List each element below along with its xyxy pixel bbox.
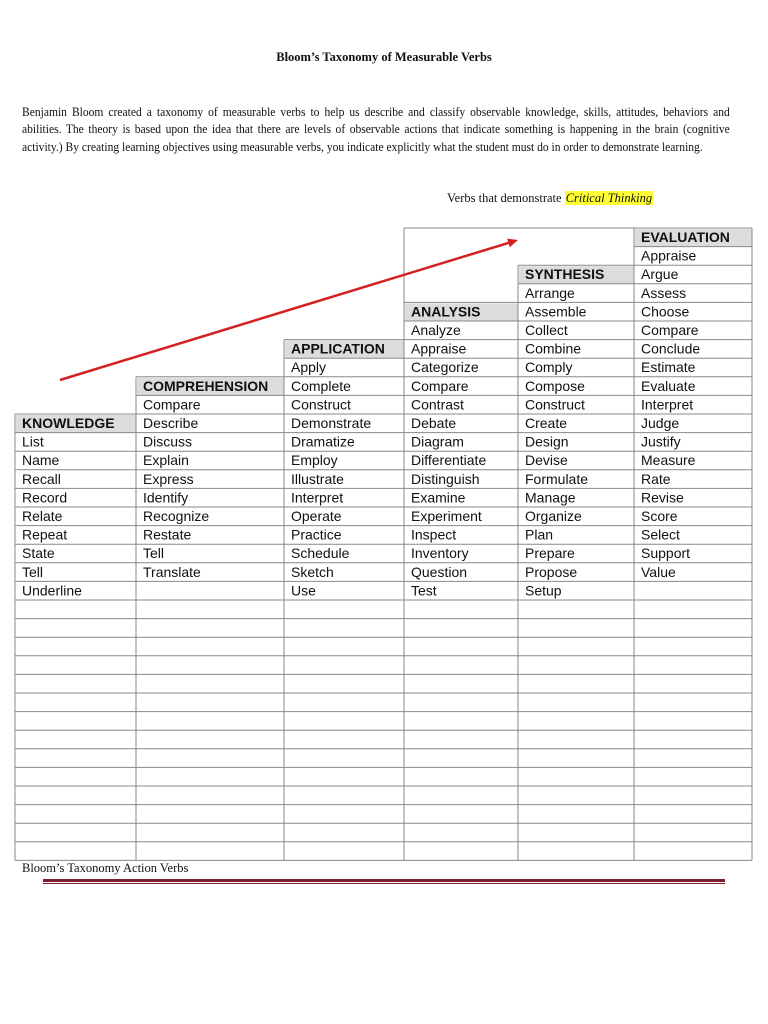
verb-cell: Create bbox=[525, 415, 568, 431]
verb-cell: Analyze bbox=[411, 322, 461, 338]
critical-thinking-prefix: Verbs that demonstrate bbox=[447, 191, 562, 205]
verb-cell: Describe bbox=[143, 415, 199, 431]
column-header: EVALUATION bbox=[641, 229, 730, 245]
column-header: ANALYSIS bbox=[411, 303, 481, 320]
verb-cell: Rate bbox=[641, 470, 671, 487]
verb-cell: Translate bbox=[143, 563, 201, 580]
verb-cell: Distinguish bbox=[411, 470, 480, 487]
verb-cell: Diagram bbox=[411, 433, 464, 450]
verb-cell: Experiment bbox=[411, 508, 482, 524]
verb-cell: Value bbox=[641, 563, 676, 580]
verb-cell: Compare bbox=[143, 396, 201, 413]
verb-cell: Combine bbox=[525, 340, 582, 357]
verb-cell: Differentiate bbox=[411, 452, 487, 469]
verb-cell: Name bbox=[22, 452, 60, 469]
column-header: KNOWLEDGE bbox=[22, 415, 115, 431]
verb-cell: Demonstrate bbox=[291, 415, 372, 431]
verb-cell: State bbox=[22, 545, 55, 562]
verb-cell: Question bbox=[411, 563, 468, 580]
verb-cell: Select bbox=[641, 526, 680, 543]
verb-cell: Estimate bbox=[641, 359, 696, 376]
verb-cell: Identify bbox=[143, 489, 189, 506]
verb-cell: Support bbox=[641, 545, 691, 562]
verb-cell: Score bbox=[641, 508, 678, 524]
verb-cell: Revise bbox=[641, 489, 684, 506]
verb-cell: Tell bbox=[143, 545, 165, 562]
verb-cell: Conclude bbox=[641, 340, 701, 357]
verb-cell: Relate bbox=[22, 508, 63, 524]
verb-cell: Inventory bbox=[411, 545, 469, 562]
verb-cell: Appraise bbox=[411, 340, 467, 357]
verb-cell: Judge bbox=[641, 415, 680, 431]
arrow-head bbox=[507, 239, 518, 248]
verb-cell: Setup bbox=[525, 582, 562, 599]
verb-cell: Underline bbox=[22, 582, 82, 599]
column-header: SYNTHESIS bbox=[525, 266, 605, 283]
verb-cell: Contrast bbox=[411, 396, 464, 413]
verb-cell: Recall bbox=[22, 470, 61, 487]
verb-cell: Sketch bbox=[291, 563, 334, 580]
verb-cell: Comply bbox=[525, 359, 573, 376]
verb-cell: Complete bbox=[291, 377, 351, 394]
verb-cell: Justify bbox=[641, 433, 681, 450]
verb-cell: Repeat bbox=[22, 526, 68, 543]
table-caption: Bloom’s Taxonomy Action Verbs bbox=[22, 861, 189, 875]
verb-cell: Construct bbox=[525, 396, 585, 413]
verb-cell: Inspect bbox=[411, 526, 457, 543]
intro-paragraph: Benjamin Bloom created a taxonomy of measurable verbs to help us describe and classify observable knowledge, skills, attitudes, behaviors and abilities. The theory is based upon the idea that there are levels of observable actions that indicate something is happening in the brain (cognitive activity.) By creating learning objectives using measurable verbs, you indicate explicitly what the student must do in order to demonstrate learning. bbox=[22, 105, 730, 154]
verb-cell: Apply bbox=[291, 359, 327, 376]
verb-cell: Test bbox=[411, 582, 437, 599]
verb-cell: List bbox=[22, 433, 44, 450]
verb-cell: Arrange bbox=[525, 284, 575, 301]
verb-cell: Operate bbox=[291, 508, 342, 524]
verb-cell: Appraise bbox=[641, 247, 697, 264]
verb-cell: Argue bbox=[641, 266, 679, 283]
verb-cell: Manage bbox=[525, 489, 576, 506]
verb-cell: Evaluate bbox=[641, 377, 696, 394]
verb-cell: Devise bbox=[525, 452, 568, 469]
verb-cell: Dramatize bbox=[291, 433, 355, 450]
verb-cell: Employ bbox=[291, 452, 338, 469]
document-title: Bloom’s Taxonomy of Measurable Verbs bbox=[276, 50, 492, 64]
verb-cell: Choose bbox=[641, 303, 690, 320]
verb-cell: Discuss bbox=[143, 433, 193, 450]
verb-cell: Organize bbox=[525, 508, 582, 524]
verb-cell: Tell bbox=[22, 563, 44, 580]
verb-cell: Plan bbox=[525, 526, 554, 543]
verb-cell: Record bbox=[22, 489, 68, 506]
verb-cell: Express bbox=[143, 470, 194, 487]
verb-cell: Assess bbox=[641, 284, 687, 301]
verb-cell: Interpret bbox=[641, 396, 694, 413]
footer-rule bbox=[43, 879, 725, 882]
verb-cell: Assemble bbox=[525, 303, 587, 320]
verb-cell: Prepare bbox=[525, 545, 575, 562]
verb-cell: Illustrate bbox=[291, 470, 344, 487]
verb-cell: Debate bbox=[411, 415, 457, 431]
verb-cell: Recognize bbox=[143, 508, 210, 524]
verb-cell: Practice bbox=[291, 526, 342, 543]
verb-cell: Compose bbox=[525, 377, 585, 394]
verb-cell: Measure bbox=[641, 452, 696, 469]
verb-cell: Restate bbox=[143, 526, 192, 543]
column-header: APPLICATION bbox=[291, 340, 385, 357]
column-header: COMPREHENSION bbox=[143, 377, 269, 394]
verb-cell: Use bbox=[291, 582, 316, 599]
verb-cell: Compare bbox=[411, 377, 469, 394]
footer-rule-thin bbox=[43, 883, 725, 884]
verb-cell: Design bbox=[525, 433, 569, 450]
verb-cell: Interpret bbox=[291, 489, 344, 506]
verb-cell: Construct bbox=[291, 396, 351, 413]
verb-cell: Formulate bbox=[525, 470, 589, 487]
verb-cell: Categorize bbox=[411, 359, 479, 376]
critical-thinking-highlight: Critical Thinking bbox=[565, 191, 653, 205]
verb-cell: Propose bbox=[525, 563, 578, 580]
verb-cell: Schedule bbox=[291, 545, 350, 562]
verb-cell: Compare bbox=[641, 322, 699, 338]
verb-cell: Explain bbox=[143, 452, 189, 469]
verb-cell: Examine bbox=[411, 489, 466, 506]
verb-cell: Collect bbox=[525, 322, 568, 338]
